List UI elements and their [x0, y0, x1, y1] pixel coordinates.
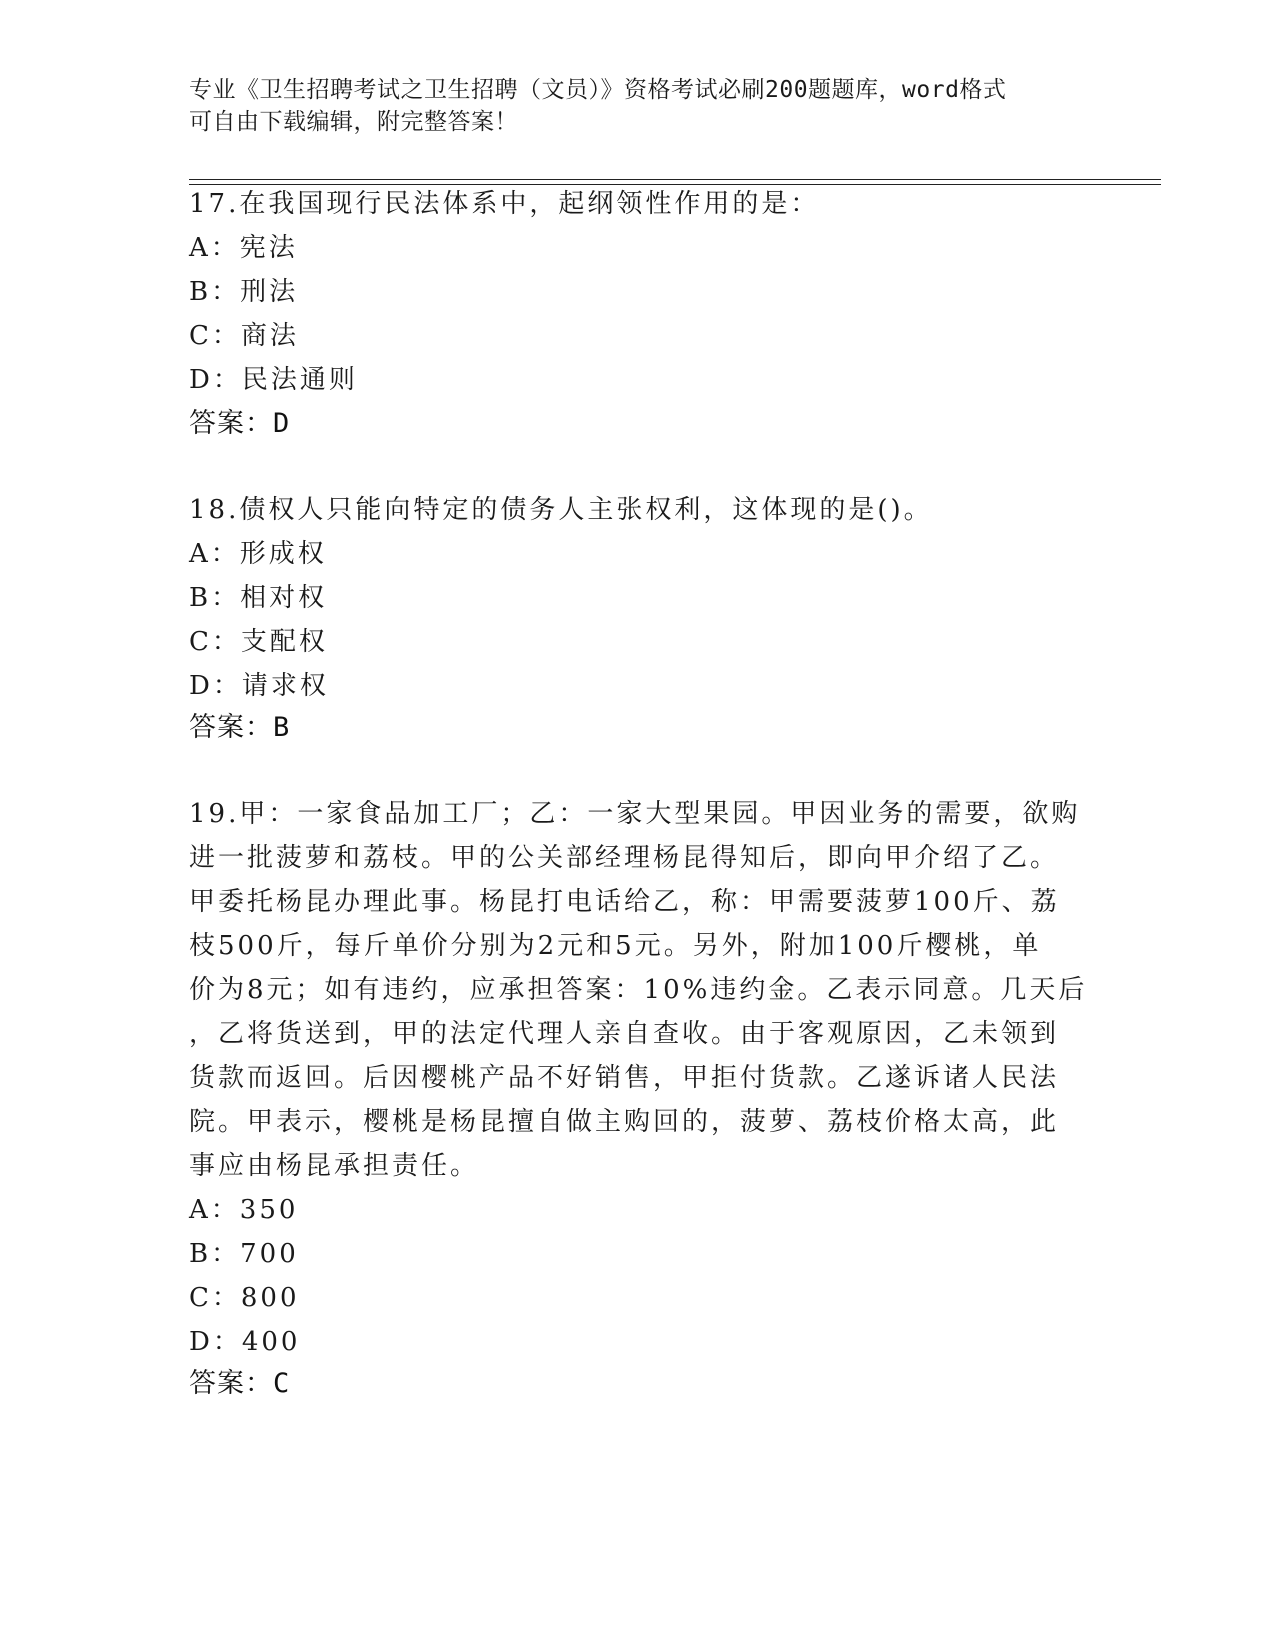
document-header — [189, 74, 1089, 138]
question-17-option-d: D：民法通则 — [189, 365, 358, 395]
question-17-option-c: C：商法 — [189, 321, 299, 351]
header-line-1: 专业《卫生招聘考试之卫生招聘（文员）》资格考试必刷200题题库，word格式 — [189, 77, 1007, 103]
question-19-stem-line: 19.甲：一家食品加工厂；乙：一家大型果园。甲因业务的需要，欲购 — [189, 799, 1081, 829]
question-19-stem-line: 院。甲表示，樱桃是杨昆擅自做主购回的，菠萝、荔枝价格太高，此 — [189, 1107, 1060, 1137]
question-19-stem-line: ，乙将货送到，甲的法定代理人亲自查收。由于客观原因，乙未领到 — [189, 1019, 1060, 1049]
header-line-2: 可自由下载编辑，附完整答案！ — [189, 109, 518, 135]
question-19-option-a: A：350 — [189, 1195, 299, 1225]
question-19-option-b: B：700 — [189, 1239, 299, 1269]
question-18-option-a: A：形成权 — [189, 539, 327, 569]
question-17-answer: 答案：D — [189, 408, 291, 439]
question-18-stem: 18.债权人只能向特定的债务人主张权利，这体现的是()。 — [189, 495, 933, 525]
question-19-stem-line: 甲委托杨昆办理此事。杨昆打电话给乙，称：甲需要菠萝100斤、荔 — [189, 887, 1060, 917]
question-17-stem: 17.在我国现行民法体系中，起纲领性作用的是： — [189, 189, 820, 219]
question-19-stem-line: 事应由杨昆承担责任。 — [189, 1151, 480, 1181]
question-17-option-a: A：宪法 — [189, 233, 298, 263]
header-divider-bottom — [189, 184, 1161, 185]
question-19-option-c: C：800 — [189, 1283, 300, 1313]
question-19-stem-line: 枝500斤，每斤单价分别为2元和5元。另外，附加100斤樱桃，单 — [189, 931, 1042, 961]
question-19-stem-line: 进一批菠萝和荔枝。甲的公关部经理杨昆得知后，即向甲介绍了乙。 — [189, 843, 1060, 873]
question-18-answer: 答案：B — [189, 712, 291, 743]
question-17-option-b: B：刑法 — [189, 277, 299, 307]
question-19-stem-line: 货款而返回。后因樱桃产品不好销售，甲拒付货款。乙遂诉诸人民法 — [189, 1063, 1060, 1093]
question-19-option-d: D：400 — [189, 1327, 301, 1357]
question-19-answer: 答案：C — [189, 1368, 291, 1399]
header-divider-top — [189, 179, 1161, 180]
question-18-option-c: C：支配权 — [189, 627, 328, 657]
question-18-option-b: B：相对权 — [189, 583, 328, 613]
question-19-stem-line: 价为8元；如有违约，应承担答案：10%违约金。乙表示同意。几天后 — [189, 975, 1088, 1005]
question-18-option-d: D：请求权 — [189, 671, 329, 701]
